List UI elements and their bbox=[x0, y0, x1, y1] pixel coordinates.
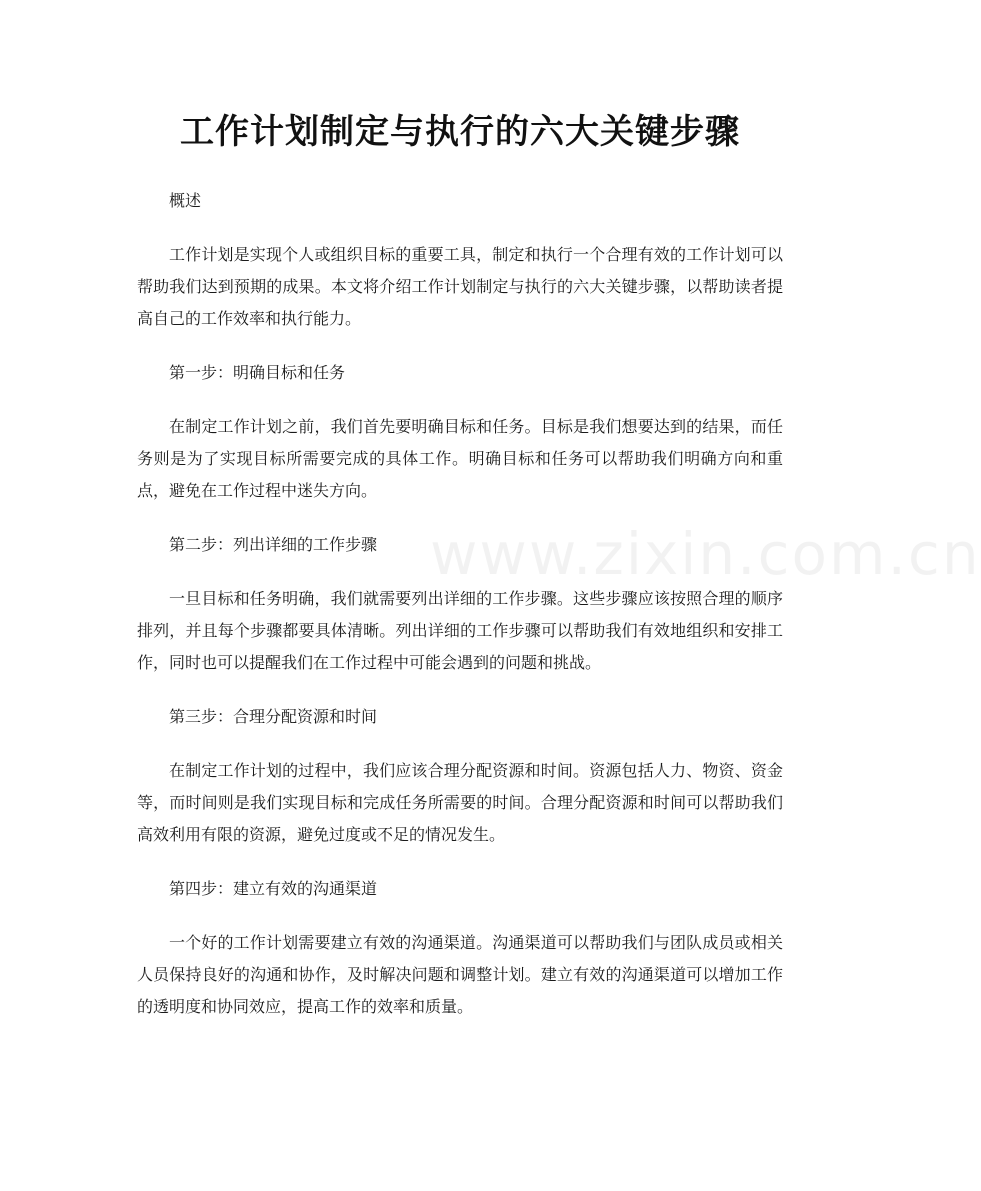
section-paragraph-step-3: 在制定工作计划的过程中，我们应该合理分配资源和时间。资源包括人力、物资、资金等，而时间则是我们实现目标和完成任务所需要的时间。合理分配资源和时间可以帮助我们高效利用有限的资源，避免过度或不足的情况发生。 bbox=[137, 761, 783, 844]
document-body bbox=[137, 185, 783, 1045]
section-paragraph-overview: 工作计划是实现个人或组织目标的重要工具，制定和执行一个合理有效的工作计划可以帮助我们达到预期的成果。本文将介绍工作计划制定与执行的六大关键步骤，以帮助读者提高自己的工作效率和执行能力。 bbox=[137, 245, 783, 328]
section-paragraph-step-2: 一旦目标和任务明确，我们就需要列出详细的工作步骤。这些步骤应该按照合理的顺序排列，并且每个步骤都要具体清晰。列出详细的工作步骤可以帮助我们有效地组织和安排工作，同时也可以提醒我们在工作过程中可能会遇到的问题和挑战。 bbox=[137, 589, 783, 672]
section-paragraph-step-1: 在制定工作计划之前，我们首先要明确目标和任务。目标是我们想要达到的结果，而任务则是为了实现目标所需要完成的具体工作。明确目标和任务可以帮助我们明确方向和重点，避免在工作过程中迷失方向。 bbox=[137, 417, 783, 500]
section-heading-overview: 概述 bbox=[169, 191, 202, 210]
section-heading-step-1: 第一步：明确目标和任务 bbox=[169, 363, 346, 382]
section-heading-step-4: 第四步：建立有效的沟通渠道 bbox=[169, 879, 378, 898]
page-title: 工作计划制定与执行的六大关键步骤 bbox=[180, 112, 740, 152]
watermark: www.zixin.com.cn bbox=[430, 520, 981, 588]
section-heading-step-2: 第二步：列出详细的工作步骤 bbox=[169, 535, 378, 554]
section-heading-step-3: 第三步：合理分配资源和时间 bbox=[169, 707, 378, 726]
section-paragraph-step-4: 一个好的工作计划需要建立有效的沟通渠道。沟通渠道可以帮助我们与团队成员或相关人员保持良好的沟通和协作，及时解决问题和调整计划。建立有效的沟通渠道可以增加工作的透明度和协同效应，提高工作的效率和质量。 bbox=[137, 933, 783, 1016]
